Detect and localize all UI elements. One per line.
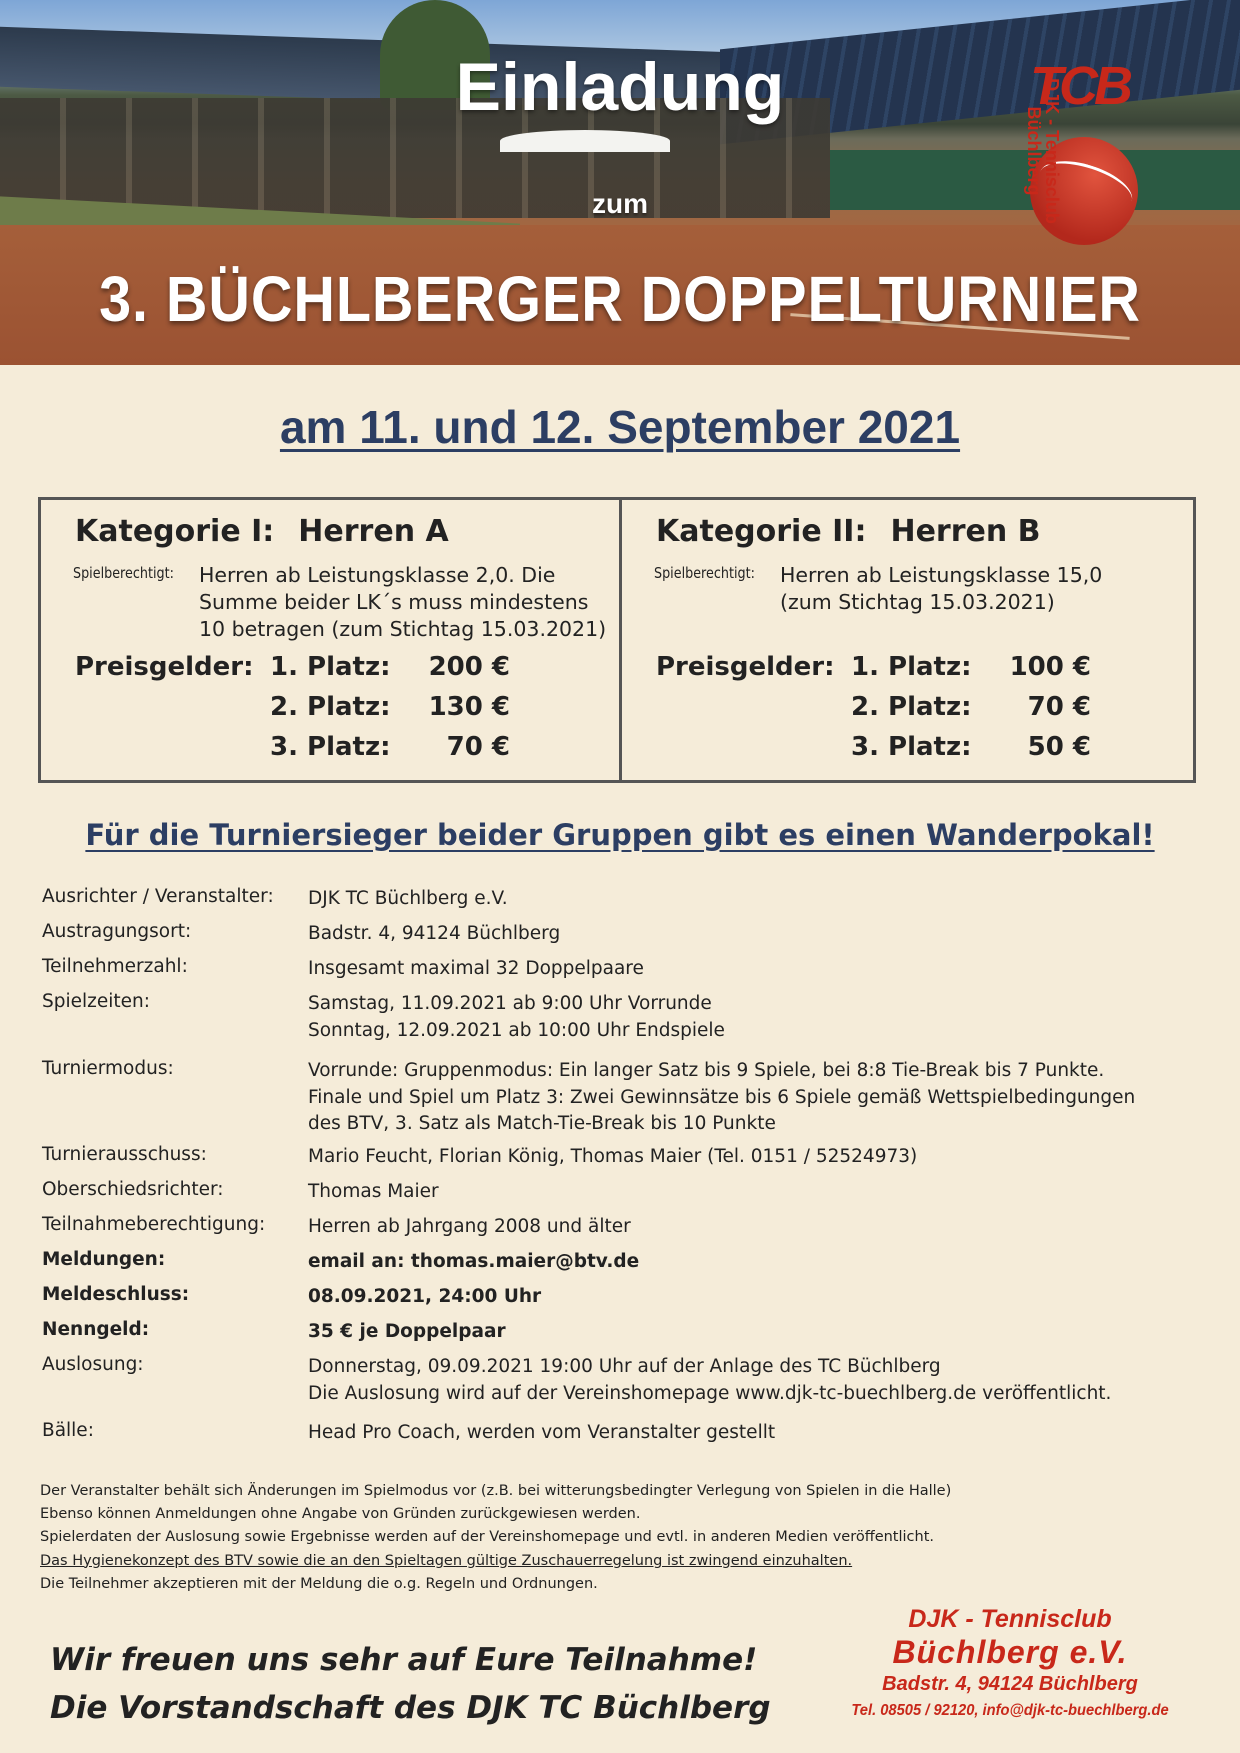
event-title: 3. BÜCHLBERGER DOPPELTURNIER (99, 263, 1141, 335)
info-value: Samstag, 11.09.2021 ab 9:00 Uhr Vorrunde Sonntag, 12.09.2021 ab 10:00 Uhr Endspiele (308, 993, 725, 1041)
category-title (75, 514, 449, 549)
info-value: Head Pro Coach, werden vom Veranstalter gestellt (308, 1422, 776, 1443)
prize-row (851, 732, 1091, 772)
logo-vertical-2: Büchlberg (1024, 106, 1044, 196)
info-key: Meldeschluss: (42, 1284, 190, 1305)
prize-amount: 130 € (428, 692, 510, 722)
title-zum: zum (592, 188, 648, 219)
category-1 (41, 500, 619, 780)
info-key: Oberschiedsrichter: (42, 1179, 224, 1200)
club-address (830, 1604, 1190, 1724)
prize-place: 1. Platz: (851, 652, 972, 682)
event-date (0, 400, 1240, 454)
categories-box (38, 497, 1196, 783)
prize-label: Preisgelder: (656, 652, 835, 682)
eligibility-text: Herren ab Leistungsklasse 15,0 (zum Stichtag 15.03.2021) (780, 563, 1103, 614)
title-einladung: Einladung (455, 49, 785, 125)
prize-label: Preisgelder: (75, 652, 254, 682)
eligibility-label: Spielberechtigt: (654, 564, 755, 582)
prize-amount: 70 € (1027, 692, 1091, 722)
category-number: Kategorie I: (75, 514, 275, 549)
prize-row (270, 732, 510, 772)
info-key: Teilnahmeberechtigung: (42, 1214, 266, 1235)
prize-amount: 70 € (446, 732, 510, 762)
category-name: Herren A (298, 514, 449, 549)
prize-row (270, 692, 510, 732)
info-key: Auslosung: (42, 1354, 144, 1375)
info-value: Thomas Maier (308, 1181, 439, 1202)
info-key: Nenngeld: (42, 1319, 150, 1340)
info-key: Bälle: (42, 1420, 94, 1441)
fine-line: Der Veranstalter behält sich Änderungen im Spielmodus vor (z.B. bei witterungsbedingter Verlegung von Spielen in die Halle) (40, 1483, 952, 1499)
info-key: Teilnehmerzahl: (42, 956, 188, 977)
fine-print (40, 1480, 1140, 1596)
info-key: Ausrichter / Veranstalter: (42, 886, 274, 907)
info-value: Herren ab Jahrgang 2008 und älter (308, 1216, 631, 1237)
hero-umbrella (500, 130, 670, 152)
prize-amount: 100 € (1009, 652, 1091, 682)
fine-line: Die Teilnehmer akzeptieren mit der Meldung die o.g. Regeln und Ordnungen. (40, 1575, 598, 1592)
registration-email[interactable]: email an: thomas.maier@btv.de (308, 1251, 640, 1272)
eligibility-label: Spielberechtigt: (73, 564, 174, 582)
info-value: DJK TC Büchlberg e.V. (308, 888, 508, 909)
hero-photo (0, 0, 1240, 365)
info-key: Meldungen: (42, 1249, 166, 1270)
info-value: Donnerstag, 09.09.2021 19:00 Uhr auf der Anlage des TC Büchlberg Die Auslosung wird auf der Vereinshomepage www.djk-tc-buechlberg.de veröffentlicht. (308, 1356, 1112, 1404)
closing-line-2: Die Vorstandschaft des DJK TC Büchlberg (50, 1690, 771, 1726)
event-date-text: am 11. und 12. September 2021 (279, 401, 961, 453)
eligibility-text: Herren ab Leistungsklasse 2,0. Die Summe beider LK´s muss mindestens 10 betragen (zum Stichtag 15.03.2021) (199, 563, 607, 641)
club-name-1: DJK - Tennisclub (908, 1605, 1112, 1633)
info-key: Spielzeiten: (42, 991, 150, 1012)
category-number: Kategorie II: (656, 514, 867, 549)
wanderpokal-heading: Für die Turniersieger beider Gruppen gibt es einen Wanderpokal! (85, 818, 1155, 852)
info-value: 35 € je Doppelpaar (308, 1321, 506, 1342)
info-key: Austragungsort: (42, 921, 192, 942)
info-value: 08.09.2021, 24:00 Uhr (308, 1286, 542, 1307)
prize-row (270, 652, 510, 692)
prize-row (851, 692, 1091, 732)
category-title (656, 514, 1041, 549)
prize-amount: 50 € (1027, 732, 1091, 762)
closing-text (50, 1636, 771, 1732)
info-key: Turniermodus: (42, 1058, 174, 1079)
logo-vertical-1: DJK - Tennisclub (1042, 78, 1062, 224)
prize-amount: 200 € (428, 652, 510, 682)
fine-line-hygiene: Das Hygienekonzept des BTV sowie die an den Spieltagen gültige Zuschauerregelung ist zwingend einzuhalten. (40, 1552, 853, 1569)
info-value: Vorrunde: Gruppenmodus: Ein langer Satz bis 9 Spiele, bei 8:8 Tie-Break bis 7 Punkte. Finale und Spiel um Platz 3: Zwei Gewinnsätze bis 6 Spiele gemäß Wettspielbedingungen des BTV, 3. Satz als Match-Tie-Break bis 10 Punkte (308, 1060, 1136, 1134)
closing-line-1: Wir freuen uns sehr auf Eure Teilnahme! (50, 1642, 758, 1678)
info-value: Insgesamt maximal 32 Doppelpaare (308, 958, 644, 979)
info-key: Turnierausschuss: (42, 1144, 207, 1165)
prize-place: 3. Platz: (270, 732, 391, 762)
category-name: Herren B (890, 514, 1041, 549)
info-value: Badstr. 4, 94124 Büchlberg (308, 923, 561, 944)
prize-row (851, 652, 1091, 692)
logo-vertical-text (1025, 66, 1061, 236)
category-2 (622, 500, 1200, 780)
prize-place: 2. Platz: (270, 692, 391, 722)
info-value: Mario Feucht, Florian König, Thomas Maier (Tel. 0151 / 52524973) (308, 1146, 918, 1167)
club-street: Badstr. 4, 94124 Büchlberg (882, 1673, 1138, 1695)
prize-place: 2. Platz: (851, 692, 972, 722)
fine-line: Spielerdaten der Auslosung sowie Ergebnisse werden auf der Vereinshomepage und evtl. in anderen Medien veröffentlicht. (40, 1529, 935, 1546)
club-name-2: Büchlberg e.V. (892, 1634, 1128, 1670)
logo-tcb: TCB (1030, 56, 1129, 116)
club-logo (1010, 55, 1160, 255)
club-contact[interactable]: Tel. 08505 / 92120, info@djk-tc-buechlberg.de (851, 1702, 1169, 1719)
prize-place: 3. Platz: (851, 732, 972, 762)
prize-place: 1. Platz: (270, 652, 391, 682)
fine-line: Ebenso können Anmeldungen ohne Angabe von Gründen zurückgewiesen werden. (40, 1506, 641, 1523)
